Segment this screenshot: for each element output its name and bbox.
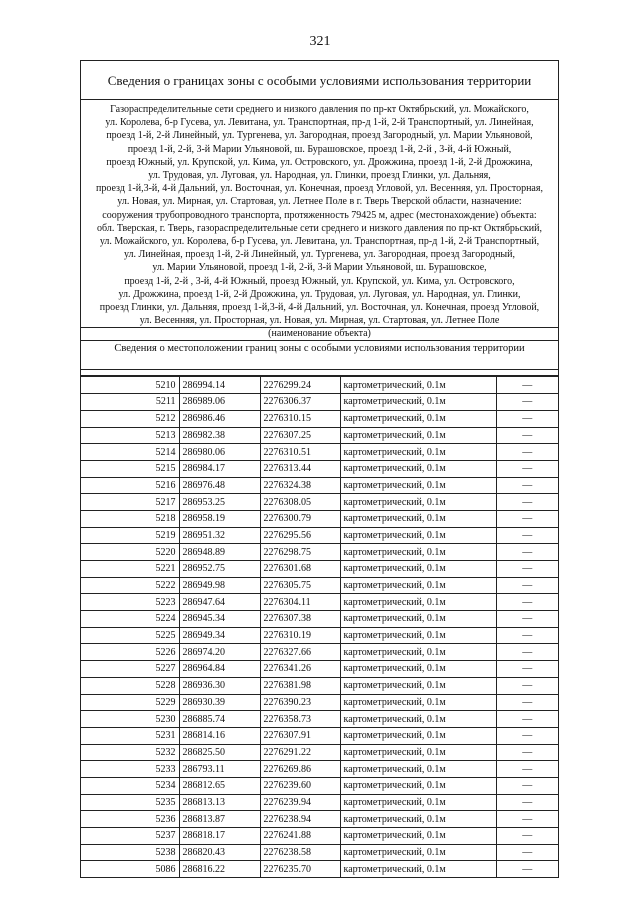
object-description-line: ул. Дрожжина, проезд 1-й, 2-й Дрожжина, ул. Трудовая, ул. Луговая, ул. Народная, ул. Глинки, — [118, 288, 521, 300]
coord-y-cell: 2276358.73 — [260, 711, 340, 728]
table-row — [81, 544, 558, 561]
determination-method-cell: картометрический, 0.1м — [340, 494, 496, 511]
object-description-line: ул. Королева, б-р Гусева, ул. Левитана, ул. Транспортная, пр-д 1-й, 2-й Транспортный, ул. Линейная, — [105, 117, 534, 129]
coord-y-cell: 2276291.22 — [260, 744, 340, 761]
accuracy-description-cell: — — [496, 811, 558, 828]
coord-x-cell: 286813.87 — [179, 811, 260, 828]
coord-x-cell: 286812.65 — [179, 777, 260, 794]
object-description-line: ул. Можайского, ул. Королева, б-р Гусева, ул. Левитана, ул. Транспортная, пр-д 1-й, 2-й Транспортный, — [99, 236, 540, 248]
accuracy-description-cell: — — [496, 394, 558, 411]
coord-y-cell: 2276239.94 — [260, 794, 340, 811]
coord-x-cell: 286974.20 — [179, 644, 260, 661]
determination-method-cell: картометрический, 0.1м — [340, 394, 496, 411]
table-row — [81, 711, 558, 728]
coord-y-cell: 2276310.19 — [260, 627, 340, 644]
determination-method-cell: картометрический, 0.1м — [340, 594, 496, 611]
coord-x-cell: 286994.14 — [179, 377, 260, 394]
coord-y-cell: 2276310.15 — [260, 410, 340, 427]
coord-y-cell: 2276390.23 — [260, 694, 340, 711]
table-row — [81, 611, 558, 628]
table-row — [81, 577, 558, 594]
point-number-cell: 5237 — [81, 828, 179, 845]
section-heading: Сведения о местоположении границ зоны с особыми условиями использования территории — [81, 341, 558, 370]
accuracy-description-cell: — — [496, 577, 558, 594]
coord-x-cell: 286793.11 — [179, 761, 260, 778]
point-number-cell: 5086 — [81, 861, 179, 877]
table-row — [81, 861, 558, 877]
coord-y-cell: 2276381.98 — [260, 677, 340, 694]
coord-y-cell: 2276298.75 — [260, 544, 340, 561]
coord-y-cell: 2276238.58 — [260, 844, 340, 861]
accuracy-description-cell: — — [496, 744, 558, 761]
table-row — [81, 727, 558, 744]
determination-method-cell: картометрический, 0.1м — [340, 861, 496, 877]
point-number-cell: 5229 — [81, 694, 179, 711]
point-number-cell: 5217 — [81, 494, 179, 511]
coord-x-cell: 286949.34 — [179, 627, 260, 644]
table-row — [81, 561, 558, 578]
determination-method-cell: картометрический, 0.1м — [340, 544, 496, 561]
accuracy-description-cell: — — [496, 828, 558, 845]
coord-y-cell: 2276310.51 — [260, 444, 340, 461]
accuracy-description-cell: — — [496, 661, 558, 678]
table-row — [81, 510, 558, 527]
coord-x-cell: 286816.22 — [179, 861, 260, 877]
object-description-line: ул. Марии Ульяновой, проезд 1-й, 2-й, 3-й Марии Ульяновой, ш. Бурашовское, — [152, 262, 487, 274]
coord-y-cell: 2276304.11 — [260, 594, 340, 611]
accuracy-description-cell: — — [496, 727, 558, 744]
determination-method-cell: картометрический, 0.1м — [340, 794, 496, 811]
accuracy-description-cell: — — [496, 677, 558, 694]
object-description-line: ул. Линейная, проезд 1-й, 2-й Линейный, ул. Тургенева, ул. Загородная, проезд Загородный, — [123, 249, 515, 261]
document-title: Сведения о границах зоны с особыми условиями использования территории — [81, 61, 558, 100]
determination-method-cell: картометрический, 0.1м — [340, 777, 496, 794]
accuracy-description-cell: — — [496, 444, 558, 461]
table-row — [81, 377, 558, 394]
object-description-line: ул. Трудовая, ул. Луговая, ул. Народная, ул. Глинки, проезд Глинки, ул. Дальняя, — [148, 170, 491, 182]
table-row — [81, 494, 558, 511]
accuracy-description-cell: — — [496, 861, 558, 877]
coord-x-cell: 286984.17 — [179, 460, 260, 477]
coord-y-cell: 2276306.37 — [260, 394, 340, 411]
point-number-cell: 5210 — [81, 377, 179, 394]
accuracy-description-cell: — — [496, 761, 558, 778]
coord-x-cell: 286958.19 — [179, 510, 260, 527]
determination-method-cell: картометрический, 0.1м — [340, 811, 496, 828]
accuracy-description-cell: — — [496, 644, 558, 661]
determination-method-cell: картометрический, 0.1м — [340, 677, 496, 694]
determination-method-cell: картометрический, 0.1м — [340, 444, 496, 461]
table-row — [81, 460, 558, 477]
accuracy-description-cell: — — [496, 410, 558, 427]
table-row — [81, 677, 558, 694]
object-description-line: проезд 1-й, 2-й, 3-й Марии Ульяновой, ш. Бурашовское, проезд 1-й, 2-й , 3-й, 4-й Южный, — [127, 143, 512, 155]
determination-method-cell: картометрический, 0.1м — [340, 761, 496, 778]
accuracy-description-cell: — — [496, 527, 558, 544]
coord-y-cell: 2276238.94 — [260, 811, 340, 828]
coord-x-cell: 286885.74 — [179, 711, 260, 728]
table-row — [81, 794, 558, 811]
point-number-cell: 5221 — [81, 561, 179, 578]
determination-method-cell: картометрический, 0.1м — [340, 828, 496, 845]
determination-method-cell: картометрический, 0.1м — [340, 644, 496, 661]
coord-x-cell: 286976.48 — [179, 477, 260, 494]
coord-y-cell: 2276307.91 — [260, 727, 340, 744]
accuracy-description-cell: — — [496, 611, 558, 628]
table-row — [81, 527, 558, 544]
object-description-line: сооружения трубопроводного транспорта, протяженность 79425 м, адрес (местонахождение) объекта: — [102, 209, 537, 221]
coord-y-cell: 2276327.66 — [260, 644, 340, 661]
point-number-cell: 5236 — [81, 811, 179, 828]
accuracy-description-cell: — — [496, 427, 558, 444]
table-row — [81, 744, 558, 761]
point-number-cell: 5222 — [81, 577, 179, 594]
coord-x-cell: 286820.43 — [179, 844, 260, 861]
point-number-cell: 5226 — [81, 644, 179, 661]
table-row — [81, 410, 558, 427]
coord-x-cell: 286825.50 — [179, 744, 260, 761]
accuracy-description-cell: — — [496, 777, 558, 794]
coord-y-cell: 2276295.56 — [260, 527, 340, 544]
table-row — [81, 811, 558, 828]
coord-y-cell: 2276341.26 — [260, 661, 340, 678]
accuracy-description-cell: — — [496, 711, 558, 728]
coord-x-cell: 286982.38 — [179, 427, 260, 444]
accuracy-description-cell: — — [496, 460, 558, 477]
table-row — [81, 828, 558, 845]
coord-x-cell: 286818.17 — [179, 828, 260, 845]
point-number-cell: 5231 — [81, 727, 179, 744]
determination-method-cell: картометрический, 0.1м — [340, 561, 496, 578]
coord-x-cell: 286989.06 — [179, 394, 260, 411]
point-number-cell: 5219 — [81, 527, 179, 544]
determination-method-cell: картометрический, 0.1м — [340, 477, 496, 494]
accuracy-description-cell: — — [496, 377, 558, 394]
object-description-line: проезд Южный, ул. Крупской, ул. Кима, ул. Островского, ул. Дрожжина, проезд 1-й, 2-й Дрожжина, — [106, 156, 533, 168]
table-row — [81, 627, 558, 644]
point-number-cell: 5218 — [81, 510, 179, 527]
coord-y-cell: 2276269.86 — [260, 761, 340, 778]
coord-x-cell: 286930.39 — [179, 694, 260, 711]
object-description-line: проезд 1-й, 2-й , 3-й, 4-й Южный, проезд Южный, ул. Крупской, ул. Кима, ул. Островского, — [124, 275, 515, 287]
accuracy-description-cell: — — [496, 844, 558, 861]
point-number-cell: 5216 — [81, 477, 179, 494]
determination-method-cell: картометрический, 0.1м — [340, 427, 496, 444]
determination-method-cell: картометрический, 0.1м — [340, 844, 496, 861]
accuracy-description-cell: — — [496, 694, 558, 711]
coord-y-cell: 2276308.05 — [260, 494, 340, 511]
table-row — [81, 444, 558, 461]
table-row — [81, 477, 558, 494]
accuracy-description-cell: — — [496, 561, 558, 578]
coord-x-cell: 286980.06 — [179, 444, 260, 461]
point-number-cell: 5214 — [81, 444, 179, 461]
object-description — [81, 100, 558, 327]
table-row — [81, 644, 558, 661]
table-row — [81, 694, 558, 711]
point-number-cell: 5212 — [81, 410, 179, 427]
table-row — [81, 844, 558, 861]
table-row — [81, 777, 558, 794]
coord-x-cell: 286945.34 — [179, 611, 260, 628]
determination-method-cell: картометрический, 0.1м — [340, 460, 496, 477]
point-number-cell: 5211 — [81, 394, 179, 411]
coordinates-table — [81, 376, 558, 877]
coord-y-cell: 2276241.88 — [260, 828, 340, 845]
determination-method-cell: картометрический, 0.1м — [340, 577, 496, 594]
table-row — [81, 394, 558, 411]
point-number-cell: 5238 — [81, 844, 179, 861]
coord-x-cell: 286947.64 — [179, 594, 260, 611]
zone-info-frame — [80, 60, 559, 878]
object-description-line: проезд Глинки, ул. Дальняя, проезд 1-й,3-й, 4-й Дальний, ул. Восточная, ул. Конечная, проезд Угловой, — [99, 302, 540, 314]
coord-x-cell: 286964.84 — [179, 661, 260, 678]
determination-method-cell: картометрический, 0.1м — [340, 627, 496, 644]
coord-x-cell: 286951.32 — [179, 527, 260, 544]
object-description-line: проезд 1-й,3-й, 4-й Дальний, ул. Восточная, ул. Конечная, проезд Угловой, ул. Весенняя, ул. Просторная, — [96, 183, 543, 195]
object-name-caption: (наименование объекта) — [81, 327, 558, 341]
coord-y-cell: 2276307.38 — [260, 611, 340, 628]
coord-y-cell: 2276307.25 — [260, 427, 340, 444]
point-number-cell: 5220 — [81, 544, 179, 561]
point-number-cell: 5234 — [81, 777, 179, 794]
object-description-line: ул. Весенняя, ул. Просторная, ул. Новая, ул. Мирная, ул. Стартовая, ул. Летнее Поле — [139, 315, 500, 327]
coord-x-cell: 286949.98 — [179, 577, 260, 594]
accuracy-description-cell: — — [496, 544, 558, 561]
point-number-cell: 5224 — [81, 611, 179, 628]
coord-y-cell: 2276313.44 — [260, 460, 340, 477]
coord-y-cell: 2276299.24 — [260, 377, 340, 394]
determination-method-cell: картометрический, 0.1м — [340, 744, 496, 761]
point-number-cell: 5230 — [81, 711, 179, 728]
determination-method-cell: картометрический, 0.1м — [340, 510, 496, 527]
point-number-cell: 5232 — [81, 744, 179, 761]
accuracy-description-cell: — — [496, 594, 558, 611]
object-description-line: обл. Тверская, г. Тверь, газораспределительные сети среднего и низкого давления по пр-кт Октябрьский, — [97, 222, 542, 234]
coord-y-cell: 2276301.68 — [260, 561, 340, 578]
table-row — [81, 761, 558, 778]
object-description-line: ул. Новая, ул. Мирная, ул. Стартовая, ул. Летнее Поле в г. Тверь Тверской области, назначение: — [117, 196, 522, 208]
table-row — [81, 594, 558, 611]
coord-y-cell: 2276239.60 — [260, 777, 340, 794]
coord-x-cell: 286953.25 — [179, 494, 260, 511]
coord-y-cell: 2276324.38 — [260, 477, 340, 494]
coord-x-cell: 286986.46 — [179, 410, 260, 427]
coord-x-cell: 286952.75 — [179, 561, 260, 578]
determination-method-cell: картометрический, 0.1м — [340, 527, 496, 544]
determination-method-cell: картометрический, 0.1м — [340, 611, 496, 628]
table-row — [81, 661, 558, 678]
coord-y-cell: 2276235.70 — [260, 861, 340, 877]
determination-method-cell: картометрический, 0.1м — [340, 661, 496, 678]
object-description-line: проезд 1-й, 2-й Линейный, ул. Тургенева, ул. Загородная, проезд Загородный, ул. Марии Ульяновой, — [106, 130, 533, 142]
determination-method-cell: картометрический, 0.1м — [340, 377, 496, 394]
accuracy-description-cell: — — [496, 510, 558, 527]
determination-method-cell: картометрический, 0.1м — [340, 711, 496, 728]
coord-x-cell: 286813.13 — [179, 794, 260, 811]
accuracy-description-cell: — — [496, 477, 558, 494]
point-number-cell: 5223 — [81, 594, 179, 611]
coord-x-cell: 286936.30 — [179, 677, 260, 694]
point-number-cell: 5225 — [81, 627, 179, 644]
table-row — [81, 427, 558, 444]
accuracy-description-cell: — — [496, 794, 558, 811]
coord-x-cell: 286814.16 — [179, 727, 260, 744]
determination-method-cell: картометрический, 0.1м — [340, 694, 496, 711]
point-number-cell: 5235 — [81, 794, 179, 811]
point-number-cell: 5215 — [81, 460, 179, 477]
determination-method-cell: картометрический, 0.1м — [340, 410, 496, 427]
coord-y-cell: 2276305.75 — [260, 577, 340, 594]
point-number-cell: 5233 — [81, 761, 179, 778]
point-number-cell: 5213 — [81, 427, 179, 444]
determination-method-cell: картометрический, 0.1м — [340, 727, 496, 744]
point-number-cell: 5227 — [81, 661, 179, 678]
page-number: 321 — [309, 34, 331, 49]
object-description-line: Газораспределительные сети среднего и низкого давления по пр-кт Октябрьский, ул. Можайского, — [110, 104, 529, 115]
accuracy-description-cell: — — [496, 494, 558, 511]
point-number-cell: 5228 — [81, 677, 179, 694]
accuracy-description-cell: — — [496, 627, 558, 644]
coord-x-cell: 286948.89 — [179, 544, 260, 561]
coord-y-cell: 2276300.79 — [260, 510, 340, 527]
